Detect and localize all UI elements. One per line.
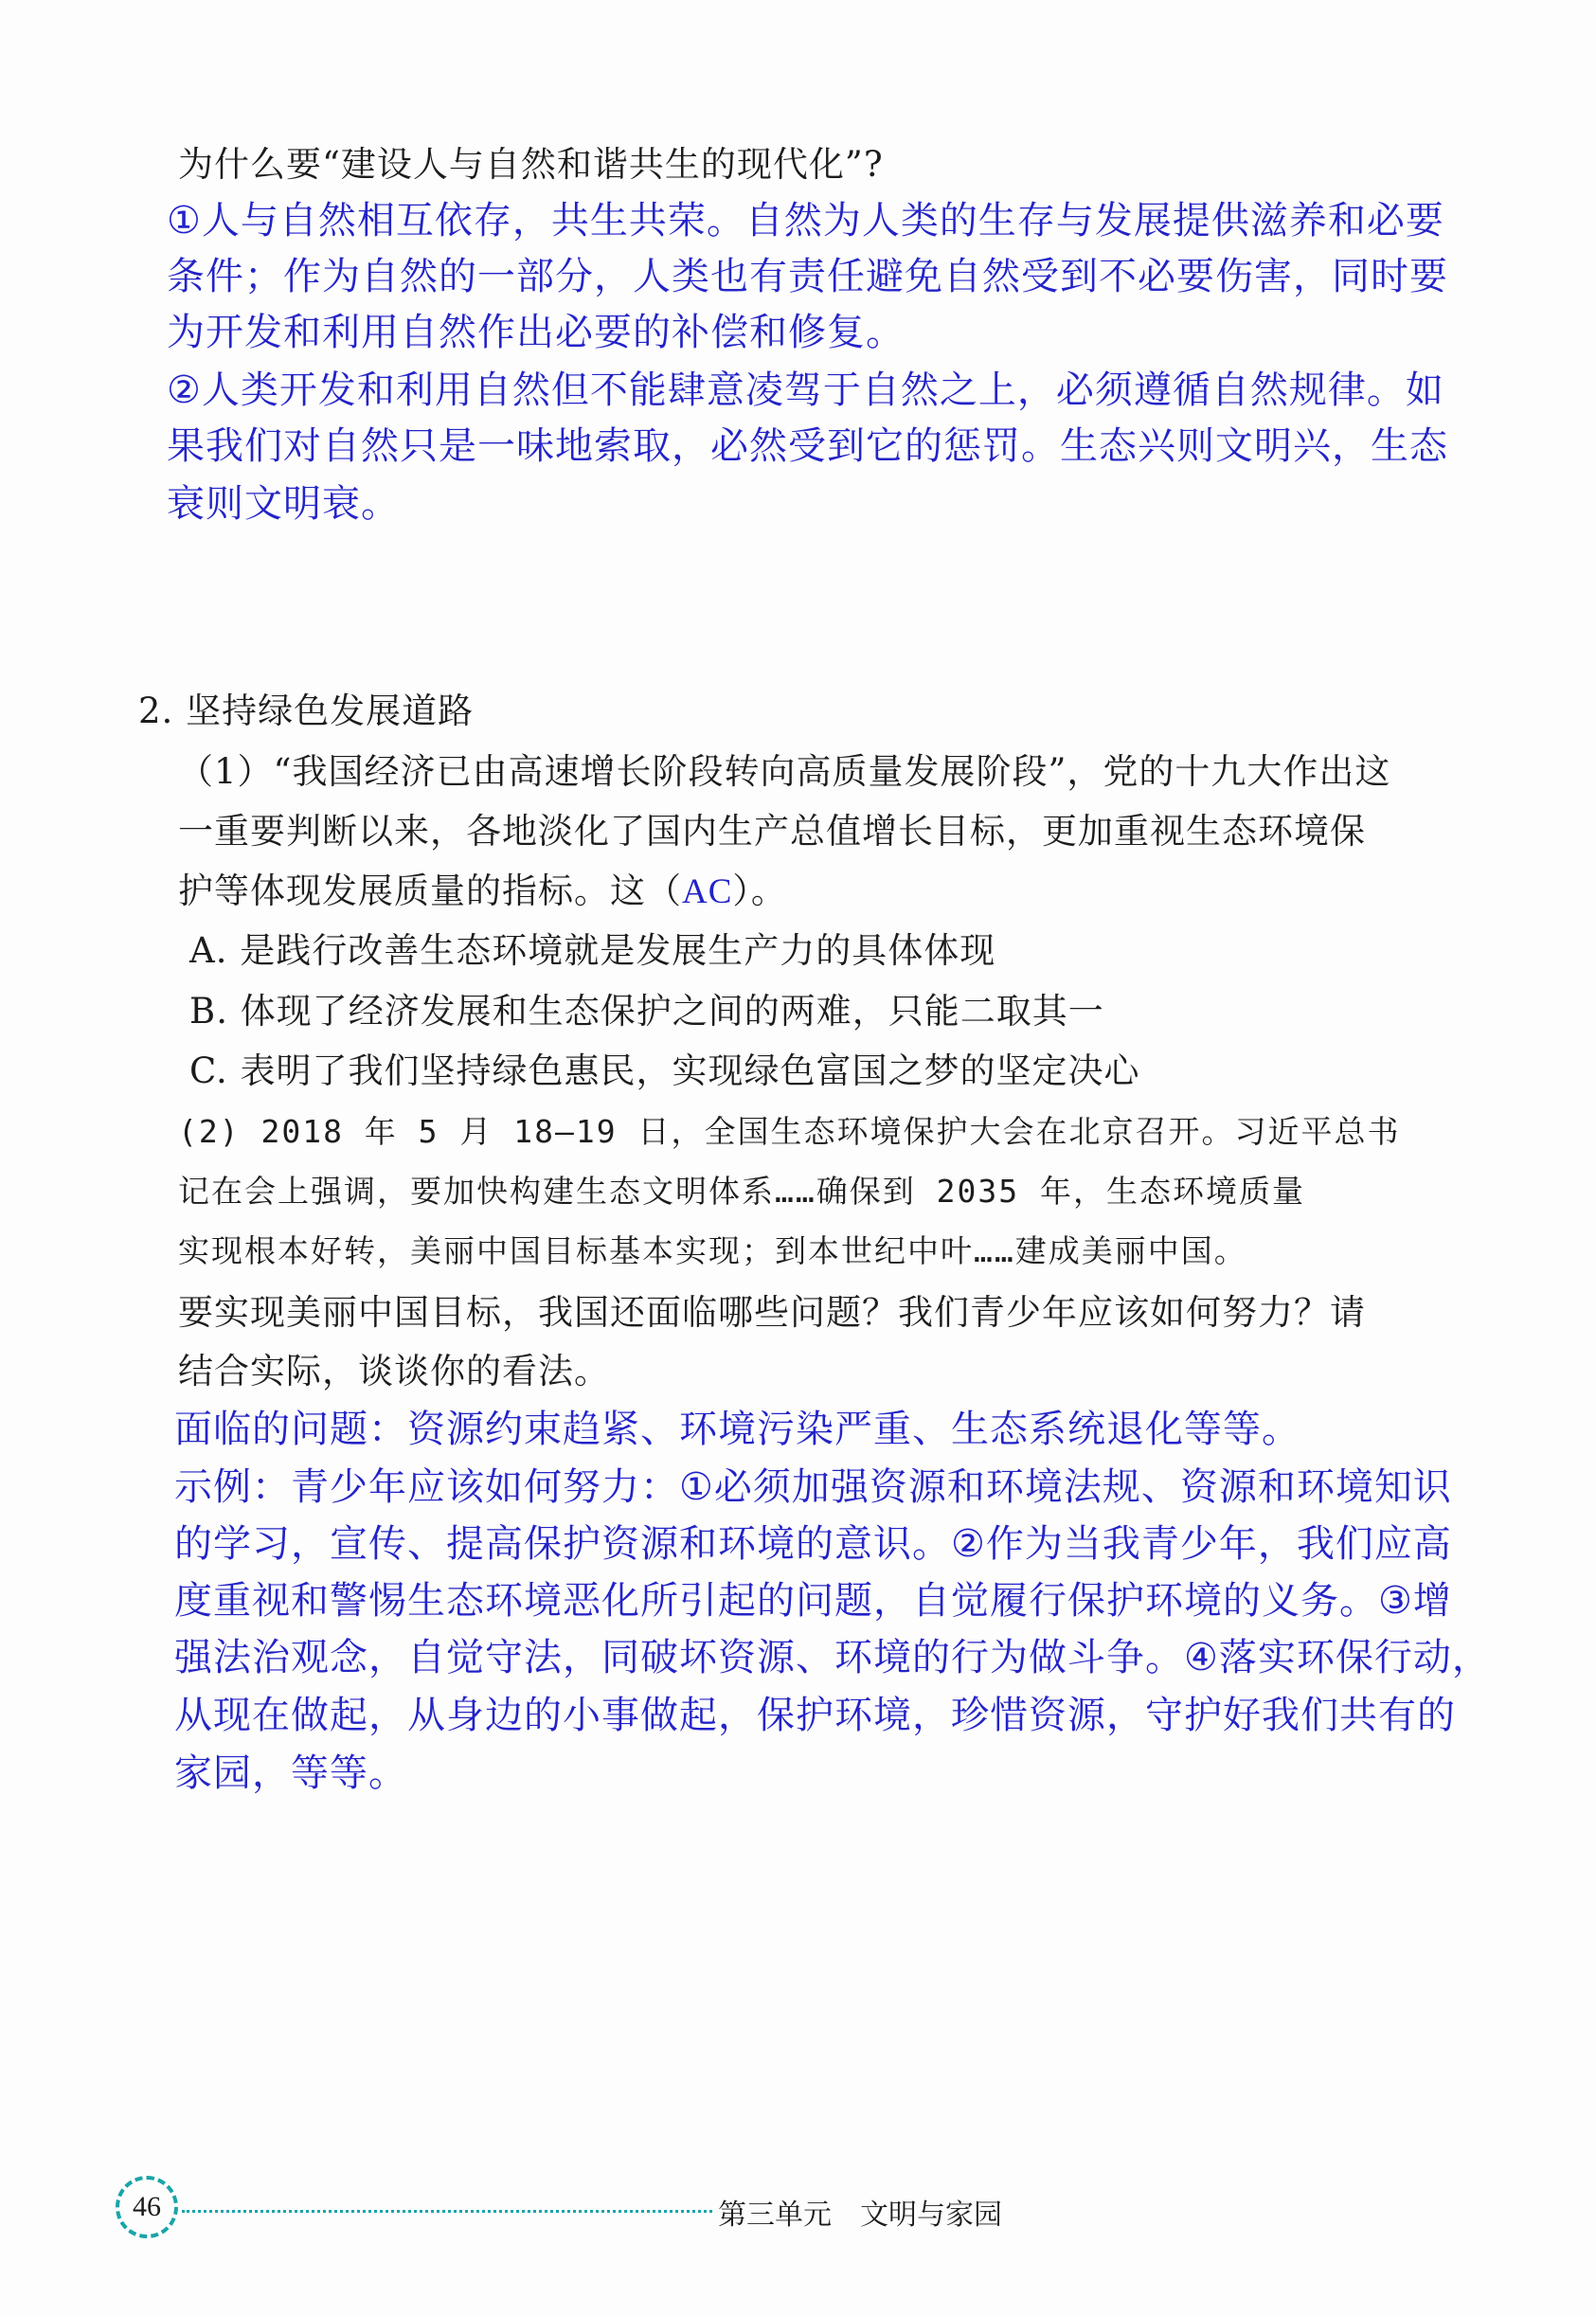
section1-answer-line: ②人类开发和利用自然但不能肆意凌驾于自然之上，必须遵循自然规律。如 (167, 368, 1444, 412)
q2-quote-line: 实现根本好转，美丽中国目标基本实现；到本世纪中叶……建成美丽中国。 (178, 1232, 1247, 1269)
section1-answer-line: 果我们对自然只是一味地索取，必然受到它的惩罚。生态兴则文明兴，生态 (167, 424, 1448, 468)
q2-answer-line: 从现在做起，从身边的小事做起，保护环境，珍惜资源，守护好我们共有的 (174, 1694, 1456, 1737)
q2-answer-line: 的学习，宣传、提高保护资源和环境的意识。②作为当我青少年，我们应高 (174, 1522, 1452, 1566)
q2-answer-line: 家园，等等。 (174, 1751, 407, 1795)
q2-question-line: 要实现美丽中国目标，我国还面临哪些问题？我们青少年应该如何努力？请 (178, 1292, 1366, 1333)
q1-text-line: 一重要判断以来，各地淡化了国内生产总值增长目标，更加重视生态环境保 (178, 811, 1366, 852)
footer-unit-title: 第三单元 文明与家园 (718, 2199, 1002, 2232)
q1-text-suffix: ）。 (732, 871, 787, 911)
q2-answer-line: 度重视和警惕生态环境恶化所引起的问题，自觉履行保护环境的义务。③增 (174, 1579, 1452, 1623)
section1-answer-line: ①人与自然相互依存，共生共荣。自然为人类的生存与发展提供滋养和必要 (167, 199, 1444, 242)
section1-answer-line: 条件；作为自然的一部分，人类也有责任避免自然受到不必要伤害，同时要 (167, 255, 1448, 298)
q2-answer-line: 强法治观念，自觉守法，同破坏资源、环境的行为做斗争。④落实环保行动， (174, 1636, 1491, 1679)
section1-answer-line: 为开发和利用自然作出必要的补偿和修复。 (167, 311, 905, 354)
q2-answer-line: 面临的问题：资源约束趋紧、环境污染严重、生态系统退化等等。 (174, 1408, 1300, 1451)
q2-question-line: 结合实际，谈谈你的看法。 (178, 1351, 610, 1391)
option-b: B. 体现了经济发展和生态保护之间的两难，只能二取其一 (189, 991, 1104, 1032)
q1-text-prefix: 护等体现发展质量的指标。这（ (178, 871, 682, 911)
option-c: C. 表明了我们坚持绿色惠民，实现绿色富国之梦的坚定决心 (189, 1050, 1140, 1091)
q1-answer: AC (682, 872, 733, 911)
q1-text-last-line (178, 873, 787, 909)
q1-text-line: （1）“我国经济已由高速增长阶段转向高质量发展阶段”，党的十九大作出这 (178, 751, 1391, 792)
option-a: A. 是践行改善生态环境就是发展生产力的具体体现 (189, 930, 996, 971)
footer-dotted-rule (182, 2210, 712, 2213)
section1-question: 为什么要“建设人与自然和谐共生的现代化”? (178, 144, 884, 185)
section1-answer-line: 衰则文明衰。 (167, 482, 400, 526)
page-number: 46 (133, 2191, 161, 2222)
q2-quote-line: 记在会上强调，要加快构建生态文明体系……确保到 2035 年，生态环境质量 (178, 1173, 1305, 1210)
q2-quote-line: (2) 2018 年 5 月 18—19 日，全国生态环境保护大会在北京召开。习近平总书 (178, 1113, 1401, 1150)
q2-answer-line: 示例：青少年应该如何努力：①必须加强资源和环境法规、资源和环境知识 (174, 1465, 1452, 1509)
section2-heading: 2. 坚持绿色发展道路 (138, 691, 475, 731)
page-number-badge (116, 2176, 178, 2238)
